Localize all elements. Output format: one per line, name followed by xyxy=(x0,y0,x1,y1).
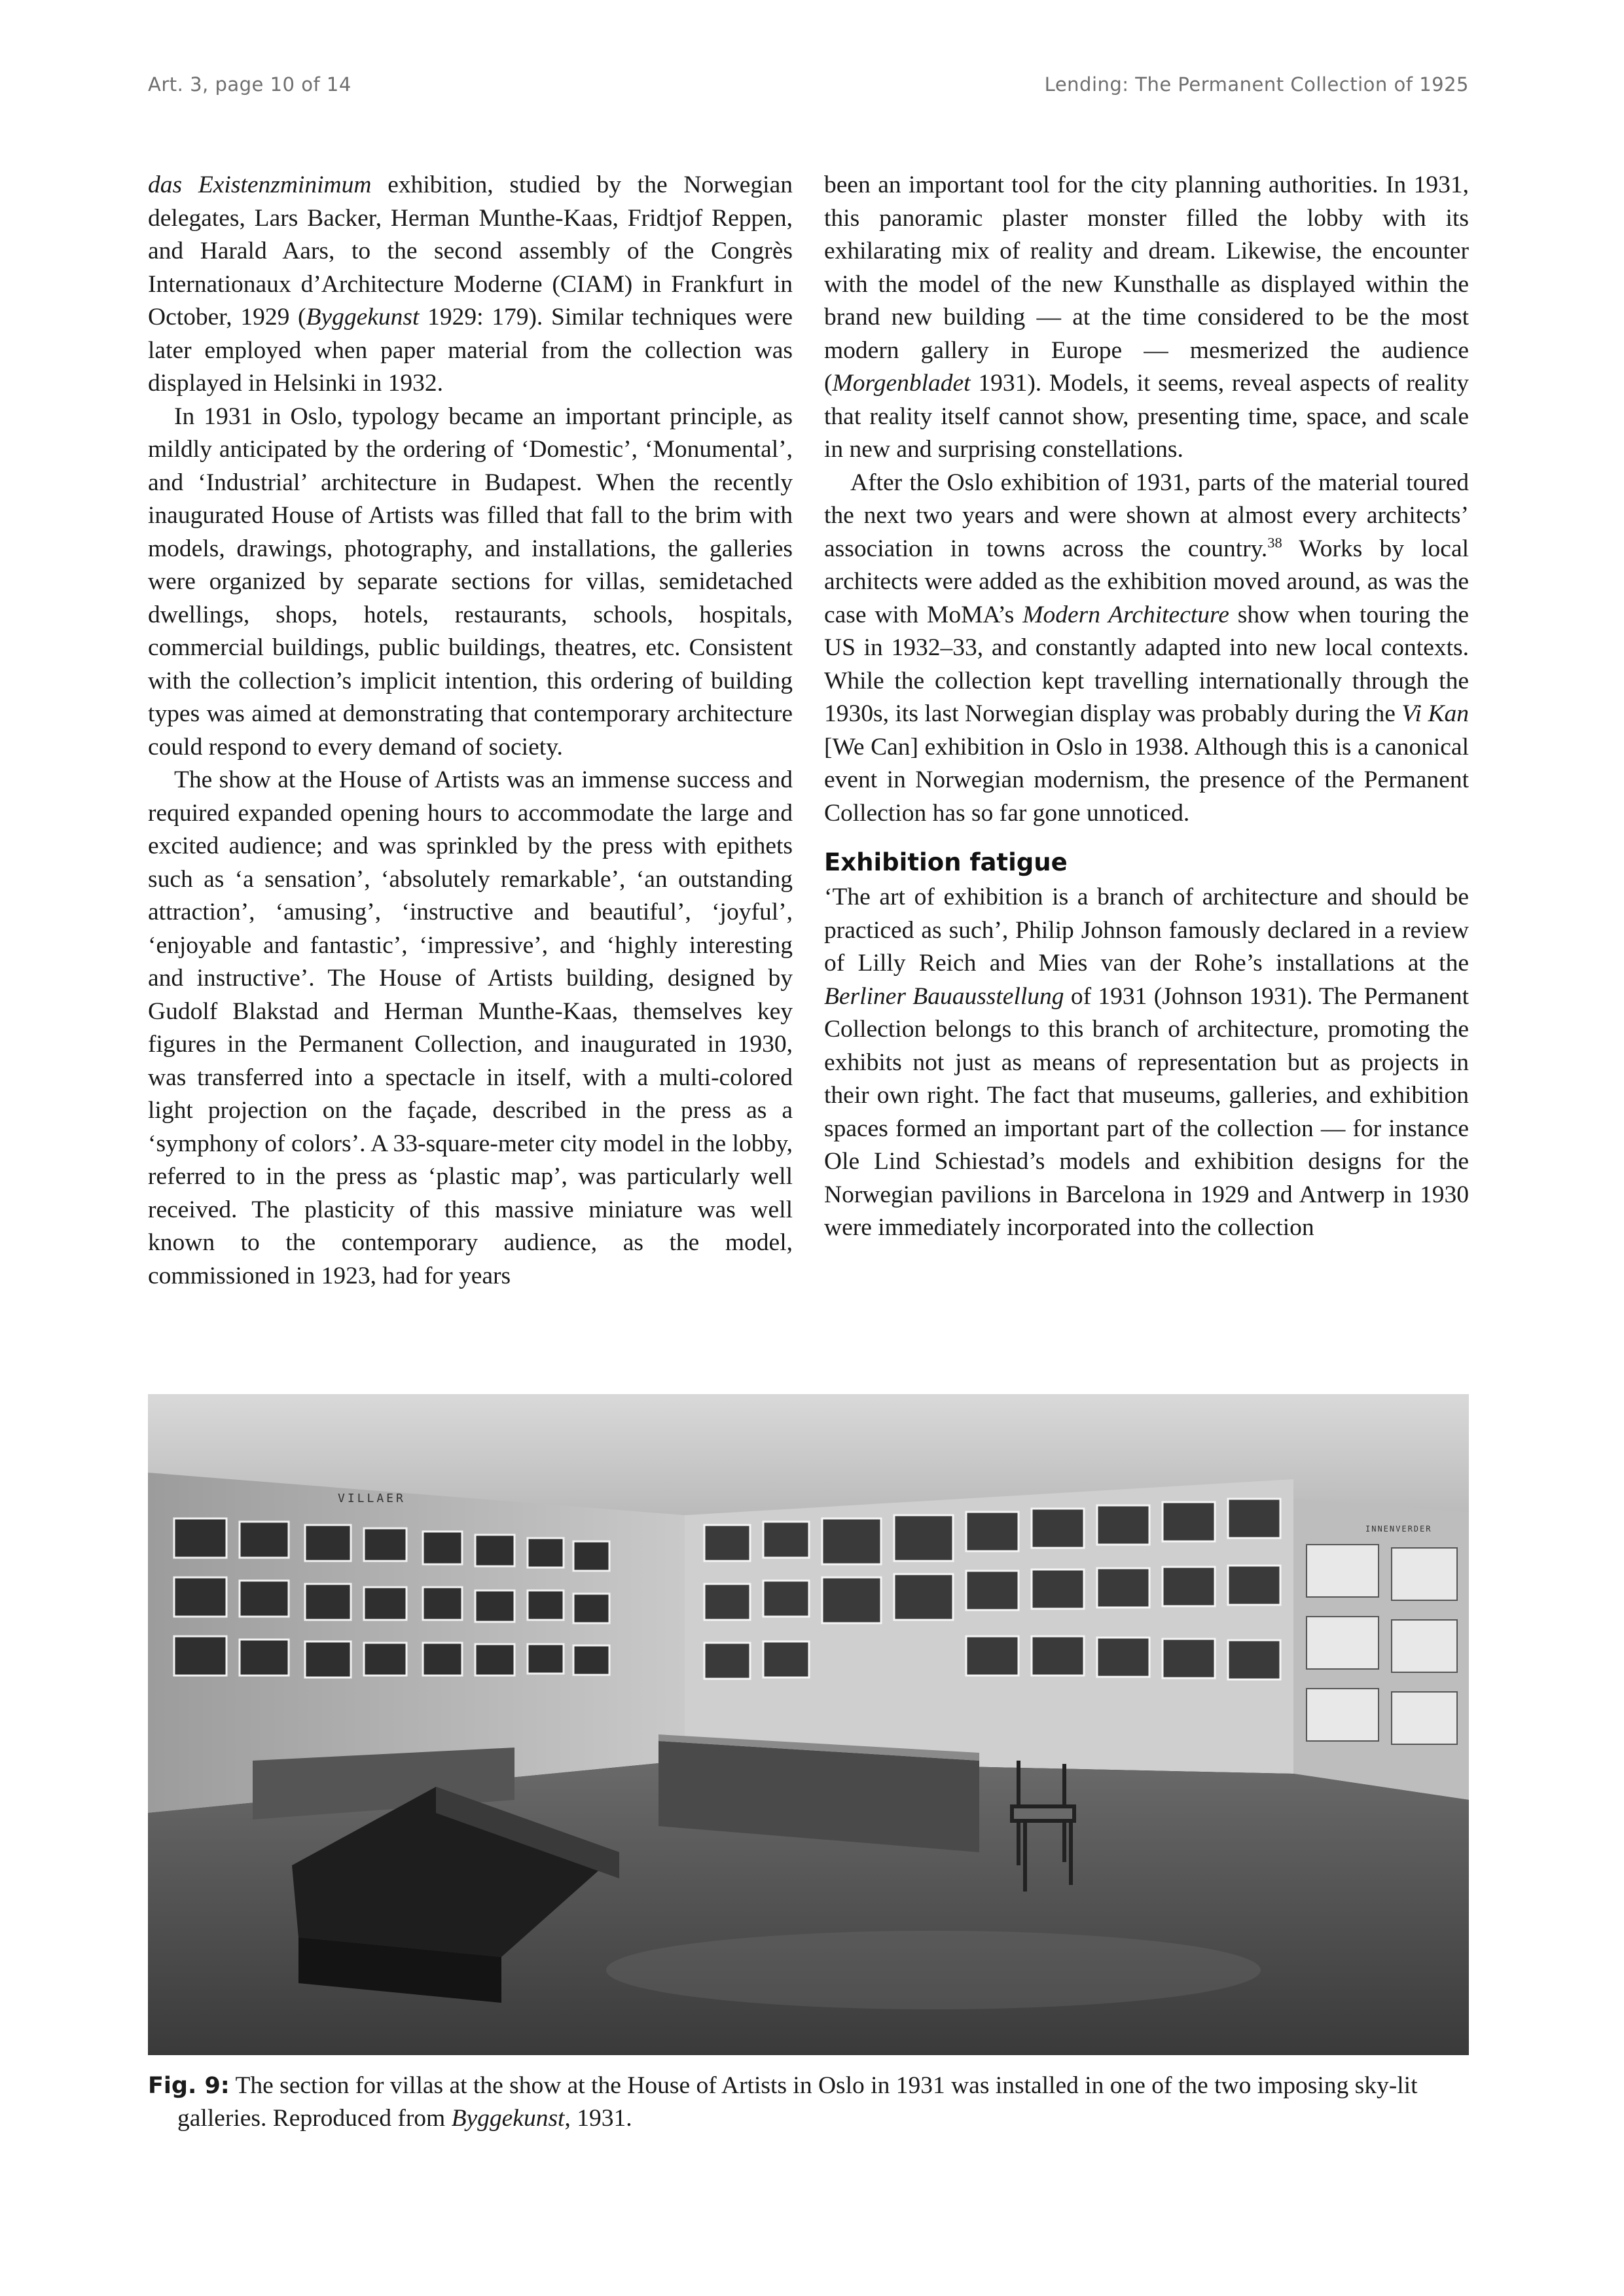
running-head xyxy=(148,73,1469,106)
italic-term: das Existenzminimum xyxy=(148,171,372,198)
text-run: exhibition, studied by the Norwegian delegates, Lars Backer, Herman Munthe-Kaas, Fridtjof Reppen, and Harald Aars, to the second assembly of the Congrès Internationaux d’Architecture Moderne (CIAM) in Frankfurt in October, 1929 ( xyxy=(148,171,793,331)
left-paragraph-3: The show at the House of Artists was an immense success and required expanded opening hours to accommodate the large and excited audience; and was sprinkled by the press with epithets such as ‘a sensation’, ‘absolutely remarkable’, ‘an outstanding attraction’, ‘amusing’, ‘instructive and beautiful’, ‘joyful’, ‘enjoyable and fantastic’, ‘impressive’, and ‘highly interesting and instructive’. The House of Artists building, designed by Gudolf Blakstad and Herman Munthe-Kaas, themselves key figures in the Permanent Collection, and inaugurated in 1930, was transferred into a spectacle in itself, with a multi-colored light projection on the façade, described in the press as a ‘symphony of colors’. A 33-square-meter city model in the lobby, referred to in the press as ‘plastic map’, was particularly well received. The plasticity of this massive miniature was well known to the contemporary audience, as the model, commissioned in 1923, had for years xyxy=(148,766,793,1289)
italic-journal: Byggekunst xyxy=(306,304,420,331)
wall-lettering-interiors: INNENVERDER xyxy=(1365,1524,1432,1534)
right-column xyxy=(824,169,1469,1245)
text-run: The section for villas at the show at the House of Artists in Oslo in 1931 was installed in one of the two imposing sky-lit galleries. Reproduced from xyxy=(177,2072,1418,2132)
text-run: 1929: 179). Similar techniques were later employed when paper material from the collection was displayed in Helsinki in 1932. xyxy=(148,304,793,397)
footnote-marker[interactable]: 38 xyxy=(1267,534,1282,550)
italic-exhibition-title: Modern Architecture xyxy=(1022,601,1229,628)
italic-exhibition-title: Vi Kan xyxy=(1401,700,1469,727)
figure-photograph xyxy=(148,1394,1469,2055)
page-number-label: Art. 3, page 10 of 14 xyxy=(148,73,352,96)
text-run: ‘The art of exhibition is a branch of architecture and should be practiced as such’, Philip Johnson famously declared in a review of Lilly Reich and Mies van der Rohe’s installations at the xyxy=(824,884,1469,977)
section-heading: Exhibition fatigue xyxy=(824,848,1068,876)
left-paragraph-1 xyxy=(148,169,793,401)
italic-source: Byggekunst xyxy=(451,2105,565,2132)
text-run: [We Can] exhibition in Oslo in 1938. Although this is a canonical event in Norwegian modernism, the presence of the Permanent Collection has so far gone unnoticed. xyxy=(824,733,1469,827)
right-paragraph-2 xyxy=(824,467,1469,831)
left-paragraph-2: In 1931 in Oslo, typology became an important principle, as mildly anticipated by the ordering of ‘Domestic’, ‘Monumental’, and ‘Industrial’ architecture in Budapest. When the recently inaugurated House of Artists was filled that fall to the brim with models, drawings, photography, and installations, the galleries were organized by separate sections for villas, semidetached dwellings, shops, hotels, restaurants, schools, hospitals, commercial buildings, public buildings, theatres, etc. Consistent with the collection’s implicit intention, this ordering of building types was aimed at demonstrating that contemporary architecture could respond to every demand of society. xyxy=(148,403,793,761)
right-paragraph-1 xyxy=(824,169,1469,467)
right-paragraph-3 xyxy=(824,881,1469,1245)
text-run: show when touring the US in 1932–33, and constantly adapted into new local contexts. While the collection kept travelling internationally through the 1930s, its last Norwegian display was probably during the xyxy=(824,601,1469,727)
article-short-title: Lending: The Permanent Collection of 1925 xyxy=(1044,73,1469,96)
text-run: After the Oslo exhibition of 1931, parts of the material toured the next two years and were shown at almost every architects’ association in towns across the country. xyxy=(824,469,1469,562)
text-run: , 1931. xyxy=(564,2105,632,2132)
wall-lettering-villas: VILLAER xyxy=(338,1492,406,1505)
text-run: 1931). Models, it seems, reveal aspects of reality that reality itself cannot show, presenting time, space, and scale in new and surprising constellations. xyxy=(824,370,1469,463)
text-run: been an important tool for the city planning authorities. In 1931, this panoramic plaster monster filled the lobby with its exhilarating mix of reality and dream. Likewise, the encounter with the model of the new Kunsthalle as displayed within the brand new building — at the time considered to be the most modern gallery in Europe — mesmerized the audience ( xyxy=(824,171,1469,397)
italic-exhibition-title: Berliner Bauausstellung xyxy=(824,982,1064,1010)
figure-label: Fig. 9: xyxy=(148,2073,230,2099)
italic-newspaper: Morgenbladet xyxy=(832,370,971,397)
figure-caption xyxy=(148,2070,1469,2135)
text-run: Works by local architects were added as the exhibition moved around, as was the case with MoMA’s xyxy=(824,535,1470,628)
exhibition-hall-photo xyxy=(148,1394,1469,2055)
text-run: of 1931 (Johnson 1931). The Permanent Collection belongs to this branch of architecture, promoting the exhibits not just as means of representation but as projects in their own right. The fact that museums, galleries, and exhibition spaces formed an important part of the collection — for instance Ole Lind Schiestad’s models and exhibition designs for the Norwegian pavilions in Barcelona in 1929 and Antwerp in 1930 were immediately incorporated into the collection xyxy=(824,982,1470,1241)
left-column xyxy=(148,169,793,1293)
